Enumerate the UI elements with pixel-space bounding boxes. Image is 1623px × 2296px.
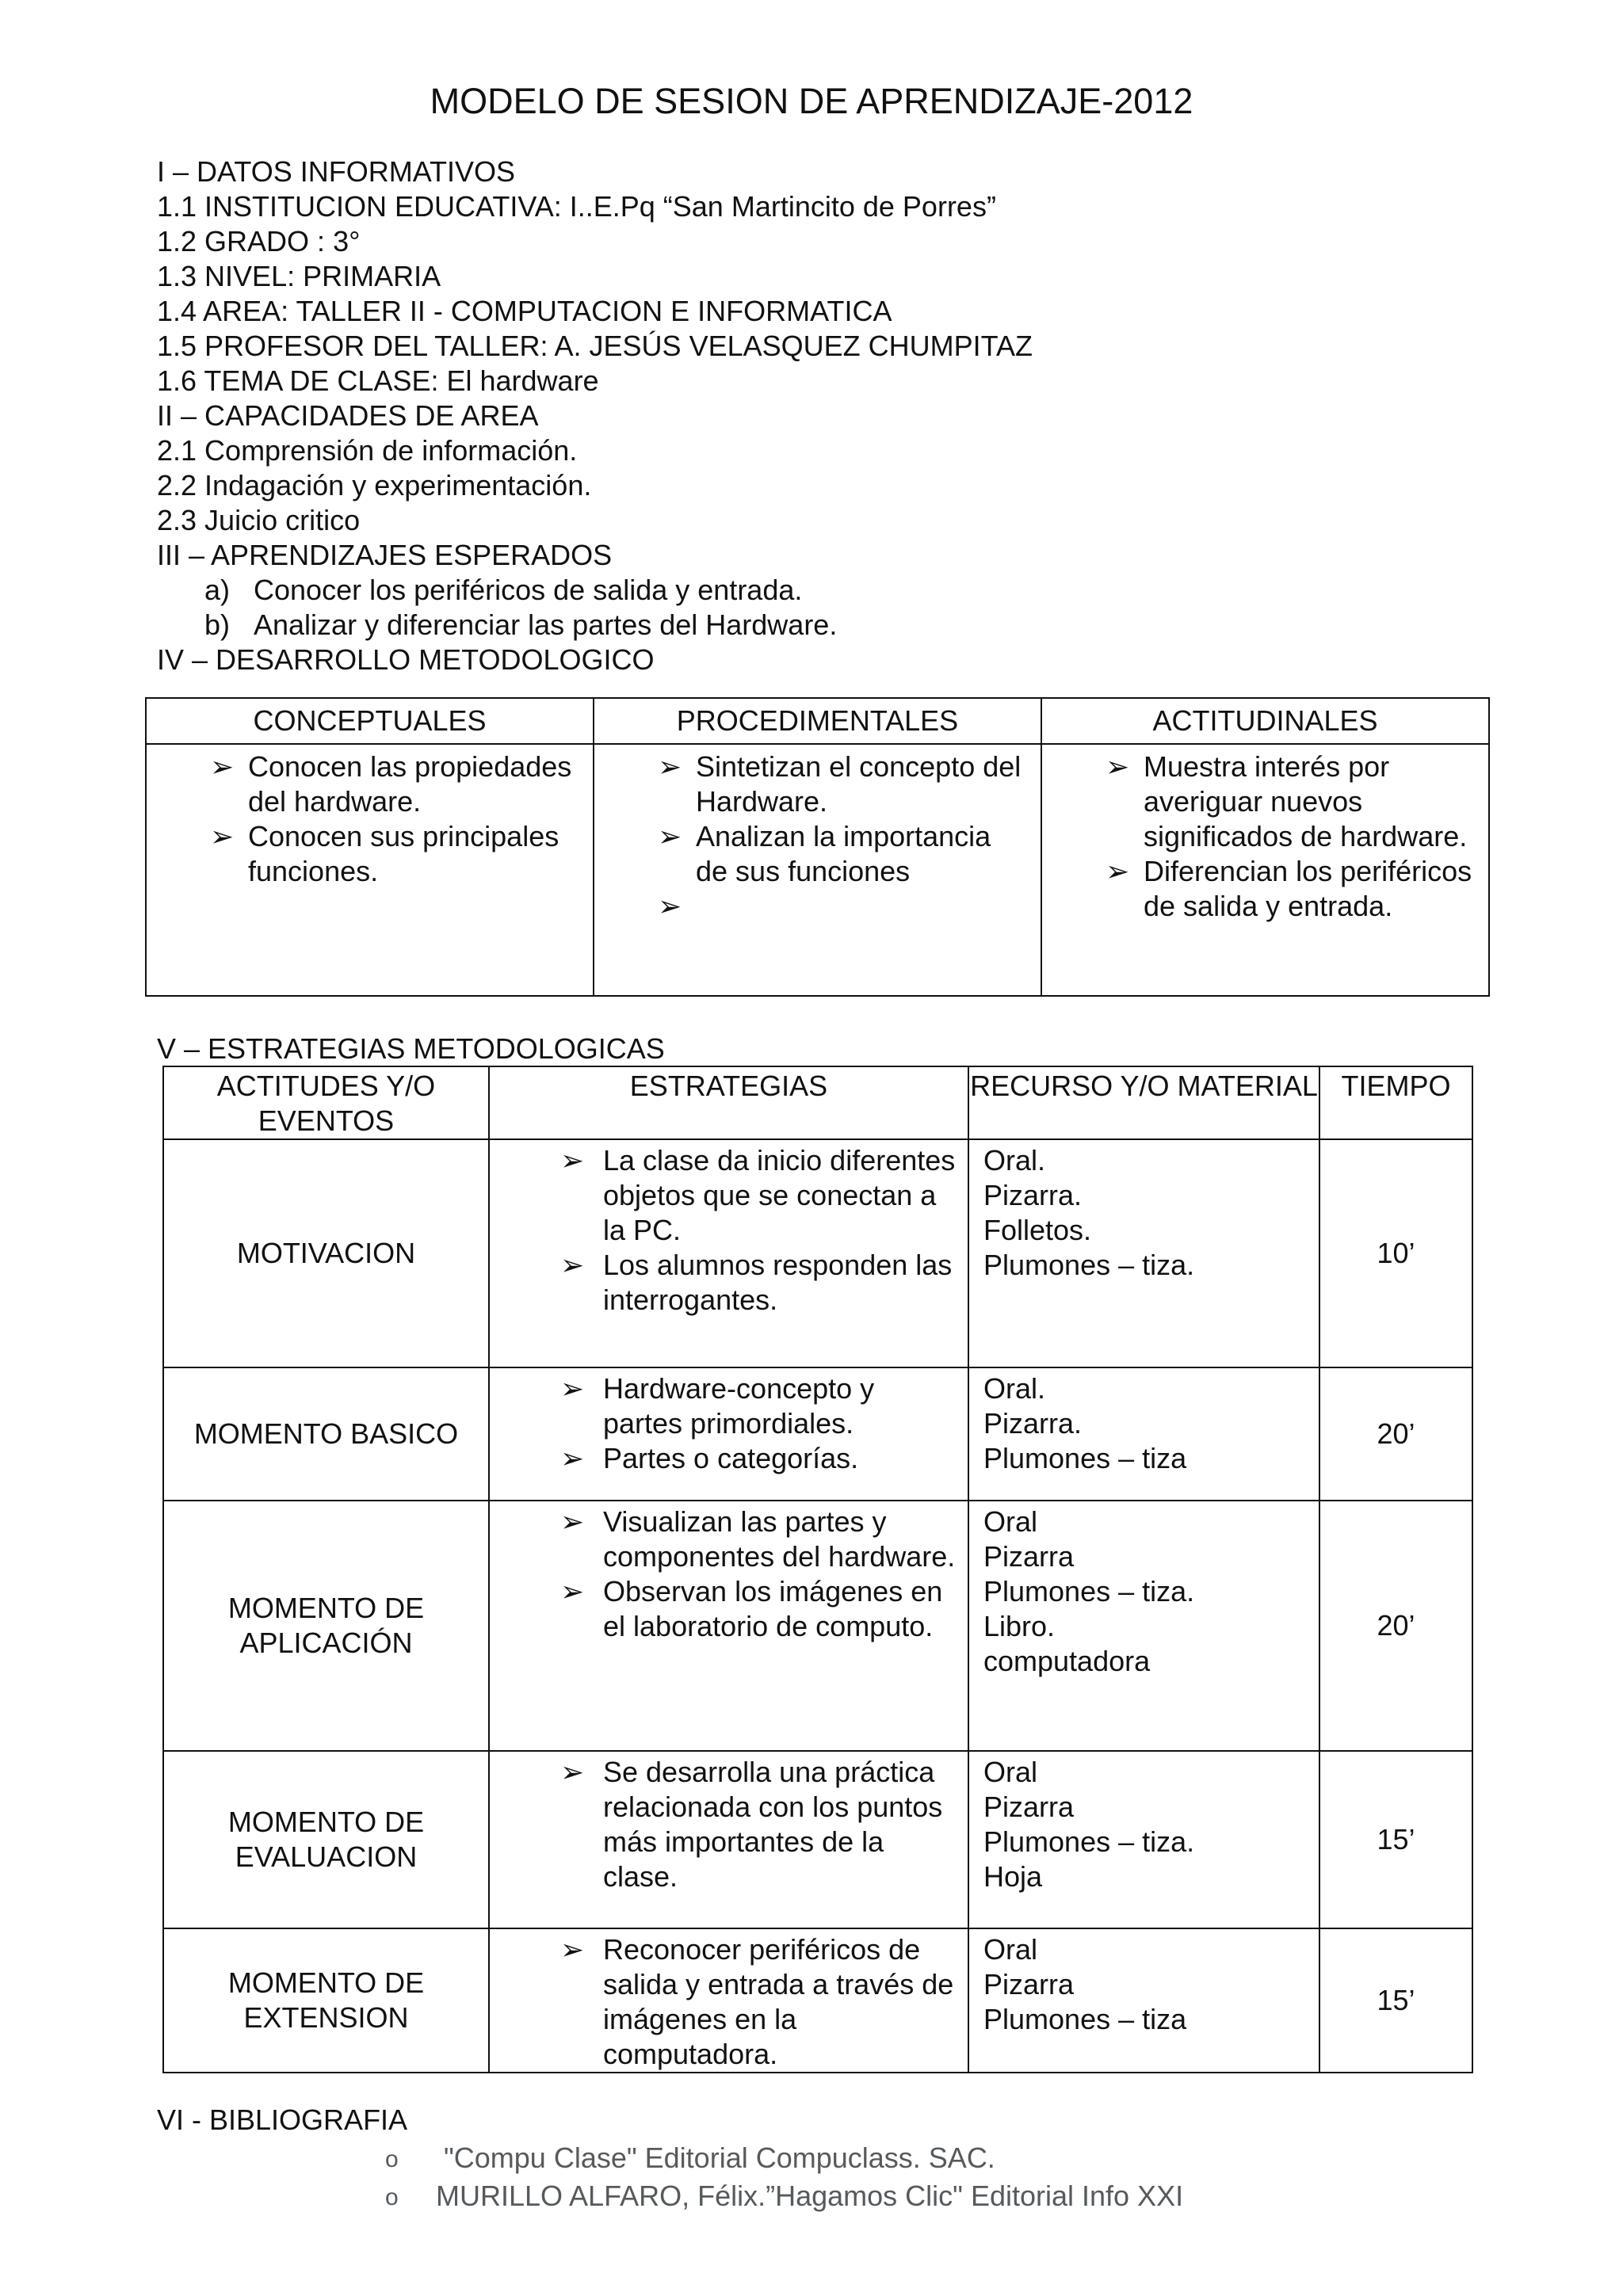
list-item-text: Diferencian los periféricos de salida y entrada. <box>1144 855 1472 922</box>
list-item <box>490 1143 968 1248</box>
header-conceptuales: CONCEPTUALES <box>146 698 594 744</box>
bullet-list <box>490 1501 968 1644</box>
resource-item: Oral. <box>983 1144 1046 1177</box>
resource-item: Pizarra <box>983 1968 1075 2000</box>
list-item-text: La clase da inicio diferentes objetos que se conectan a la PC. <box>603 1144 956 1246</box>
time-cell: 10’ <box>1319 1139 1472 1367</box>
resources-cell <box>968 1139 1319 1367</box>
header-recurso: RECURSO Y/O MATERIAL <box>968 1066 1319 1139</box>
info-nivel: 1.3 NIVEL: PRIMARIA <box>157 260 441 292</box>
time-cell: 20’ <box>1319 1501 1472 1751</box>
resource-item: Pizarra. <box>983 1179 1083 1211</box>
bullet-list <box>594 745 1041 924</box>
circle-bullet-icon: o <box>385 2146 399 2172</box>
resource-item: Oral. <box>983 1372 1046 1405</box>
arrow-bullet-icon: ➢ <box>210 820 235 852</box>
list-item <box>490 1441 968 1476</box>
arrow-bullet-icon: ➢ <box>560 1249 585 1281</box>
expected-item-text: Analizar y diferenciar las partes del Hardware. <box>254 608 838 641</box>
list-item <box>490 1755 968 1894</box>
arrow-bullet-icon: ➢ <box>560 1756 585 1788</box>
event-cell: MOMENTO DE APLICACIÓN <box>163 1501 489 1751</box>
arrow-bullet-icon: ➢ <box>560 1442 585 1474</box>
list-item-text: Partes o categorías. <box>603 1442 859 1474</box>
list-item <box>490 1574 968 1644</box>
cell-actitudinales <box>1041 744 1489 996</box>
list-item-text: Sintetizan el concepto del Hardware. <box>696 750 1022 818</box>
strategies-cell <box>489 1139 968 1367</box>
section-heading-aprendizajes: III – APRENDIZAJES ESPERADOS <box>157 539 613 571</box>
list-item <box>490 1505 968 1574</box>
bibliography-text: MURILLO ALFARO, Félix.”Hagamos Clic" Editorial Info XXI <box>436 2180 1184 2212</box>
expected-item <box>157 608 1033 643</box>
capacidad-item: 2.2 Indagación y experimentación. <box>157 469 592 502</box>
resource-item: Folletos. <box>983 1214 1092 1246</box>
strategies-cell <box>489 1751 968 1928</box>
header-actitudinales: ACTITUDINALES <box>1041 698 1489 744</box>
header-eventos: ACTITUDES Y/O EVENTOS <box>163 1066 489 1139</box>
capacidad-item: 2.1 Comprensión de información. <box>157 434 578 467</box>
list-item <box>594 749 1041 819</box>
resources-cell <box>968 1367 1319 1501</box>
section-heading-datos: I – DATOS INFORMATIVOS <box>157 155 516 188</box>
list-item-text: Los alumnos responden las interrogantes. <box>603 1249 953 1316</box>
section-heading-estrategias: V – ESTRATEGIAS METODOLOGICAS <box>157 1032 665 1065</box>
event-cell: MOMENTO DE EVALUACION <box>163 1751 489 1928</box>
resource-item: Pizarra. <box>983 1407 1083 1440</box>
list-item-text: Hardware-concepto y partes primordiales. <box>603 1372 875 1440</box>
resource-item: Oral <box>983 1505 1038 1538</box>
event-cell: MOMENTO DE EXTENSION <box>163 1928 489 2073</box>
list-item <box>1042 854 1488 924</box>
header-tiempo: TIEMPO <box>1319 1066 1472 1139</box>
arrow-bullet-icon: ➢ <box>658 890 682 922</box>
event-cell: MOMENTO BASICO <box>163 1367 489 1501</box>
list-item-text: Conocen sus principales funciones. <box>248 820 559 887</box>
resource-item: Hoja <box>983 1860 1043 1893</box>
expected-item-label: b) <box>204 608 231 641</box>
table-row <box>146 744 1489 996</box>
bullet-list <box>490 1752 968 1894</box>
info-section <box>157 154 1033 677</box>
strategies-cell <box>489 1367 968 1501</box>
info-institucion: 1.1 INSTITUCION EDUCATIVA: I..E.Pq “San Martincito de Porres” <box>157 190 996 223</box>
event-cell: MOTIVACION <box>163 1139 489 1367</box>
resource-item: Pizarra <box>983 1791 1075 1823</box>
table-row <box>163 1367 1472 1501</box>
desarrollo-table <box>145 697 1490 997</box>
list-item <box>490 1371 968 1441</box>
list-item-text: Muestra interés por averiguar nuevos significados de hardware. <box>1144 750 1468 852</box>
resources-cell <box>968 1751 1319 1928</box>
time-cell: 15’ <box>1319 1928 1472 2073</box>
info-grado: 1.2 GRADO : 3° <box>157 225 361 257</box>
estrategias-table <box>162 1066 1473 2073</box>
list-item <box>490 1248 968 1318</box>
info-profesor: 1.5 PROFESOR DEL TALLER: A. JESÚS VELASQUEZ CHUMPITAZ <box>157 330 1033 362</box>
table-row <box>163 1928 1472 2073</box>
list-item-text: Se desarrolla una práctica relacionada con los puntos más importantes de la clase. <box>603 1756 943 1893</box>
expected-item-text: Conocer los periféricos de salida y entrada. <box>254 574 803 606</box>
resource-item: Oral <box>983 1756 1038 1788</box>
list-item-text: Reconocer periféricos de salida y entrada a través de imágenes en la computadora. <box>603 1933 954 2070</box>
bullet-list <box>1042 745 1488 924</box>
bullet-list <box>490 1368 968 1476</box>
list-item-text: Analizan la importancia de sus funciones <box>696 820 991 887</box>
resources-cell <box>968 1501 1319 1751</box>
arrow-bullet-icon: ➢ <box>658 820 682 852</box>
time-cell: 15’ <box>1319 1751 1472 1928</box>
cell-conceptuales <box>146 744 594 996</box>
section-heading-desarrollo: IV – DESARROLLO METODOLOGICO <box>157 643 655 676</box>
bullet-list <box>490 1929 968 2072</box>
arrow-bullet-icon: ➢ <box>560 1372 585 1405</box>
table-row <box>163 1139 1472 1367</box>
bibliography-text: "Compu Clase" Editorial Compuclass. SAC. <box>444 2142 995 2174</box>
section-heading-capacidades: II – CAPACIDADES DE AREA <box>157 399 539 432</box>
circle-bullet-icon: o <box>385 2184 399 2210</box>
section-heading-bibliografia: VI - BIBLIOGRAFIA <box>157 2103 408 2136</box>
arrow-bullet-icon: ➢ <box>210 750 235 783</box>
bullet-list <box>490 1140 968 1318</box>
info-tema: 1.6 TEMA DE CLASE: El hardware <box>157 364 599 397</box>
resource-item: Plumones – tiza <box>983 2003 1187 2035</box>
expected-item-label: a) <box>204 574 231 606</box>
resource-item: Plumones – tiza. <box>983 1575 1195 1608</box>
resource-item: computadora <box>983 1645 1151 1677</box>
arrow-bullet-icon: ➢ <box>1106 750 1130 783</box>
resource-item: Plumones – tiza <box>983 1442 1187 1474</box>
arrow-bullet-icon: ➢ <box>560 1505 585 1538</box>
list-item-text: Conocen las propiedades del hardware. <box>248 750 572 818</box>
arrow-bullet-icon: ➢ <box>1106 855 1130 887</box>
table-header-row <box>163 1066 1472 1139</box>
strategies-cell <box>489 1501 968 1751</box>
time-cell: 20’ <box>1319 1367 1472 1501</box>
header-procedimentales: PROCEDIMENTALES <box>594 698 1041 744</box>
list-item-text: Visualizan las partes y componentes del hardware. <box>603 1505 956 1573</box>
table-row <box>163 1501 1472 1751</box>
list-item <box>594 819 1041 889</box>
list-item <box>490 1932 968 2072</box>
arrow-bullet-icon: ➢ <box>560 1575 585 1608</box>
capacidad-item: 2.3 Juicio critico <box>157 504 361 536</box>
list-item <box>1042 749 1488 854</box>
table-header-row <box>146 698 1489 744</box>
resource-item: Plumones – tiza. <box>983 1825 1195 1858</box>
cell-procedimentales <box>594 744 1041 996</box>
resource-item: Libro. <box>983 1610 1056 1642</box>
arrow-bullet-icon: ➢ <box>658 750 682 783</box>
header-estrategias: ESTRATEGIAS <box>489 1066 968 1139</box>
table-row <box>163 1751 1472 1928</box>
list-item-text: Observan los imágenes en el laboratorio de computo. <box>603 1575 943 1642</box>
arrow-bullet-icon: ➢ <box>560 1933 585 1966</box>
list-item <box>147 749 593 819</box>
arrow-bullet-icon: ➢ <box>560 1144 585 1177</box>
resource-item: Pizarra <box>983 1540 1075 1573</box>
resource-item: Oral <box>983 1933 1038 1966</box>
document-title: MODELO DE SESION DE APRENDIZAJE-2012 <box>430 81 1193 121</box>
info-area: 1.4 AREA: TALLER II - COMPUTACION E INFORMATICA <box>157 295 892 327</box>
list-item <box>594 889 1041 924</box>
resource-item: Plumones – tiza. <box>983 1249 1195 1281</box>
expected-item <box>157 573 1033 608</box>
resources-cell <box>968 1928 1319 2073</box>
bullet-list <box>147 745 593 889</box>
list-item <box>147 819 593 889</box>
strategies-cell <box>489 1928 968 2073</box>
